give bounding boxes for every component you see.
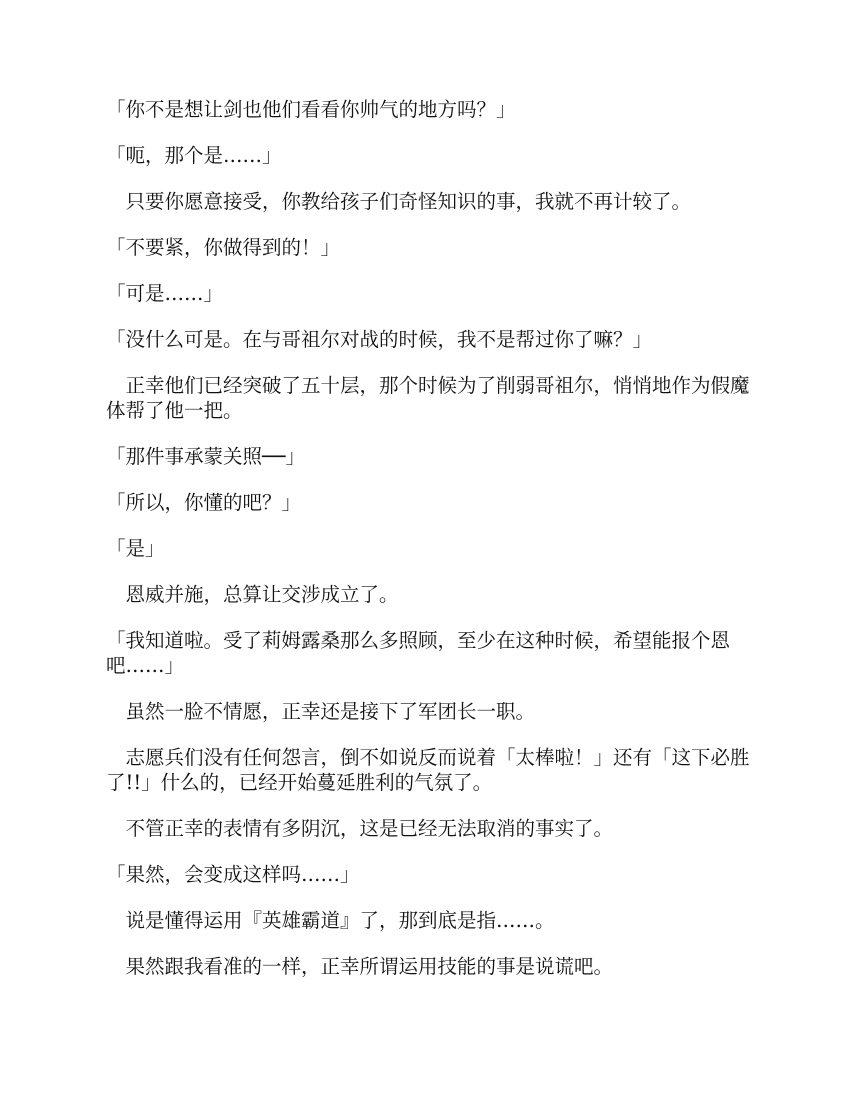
paragraph: 「我知道啦。受了莉姆露桑那么多照顾，至少在这种时候，希望能报个恩吧……」 [106, 629, 731, 677]
paragraph: 「果然，会变成这样吗……」 [106, 863, 360, 886]
paragraph: 虽然一脸不情愿，正幸还是接下了军团长一职。 [106, 700, 536, 723]
paragraph: 「那件事承蒙关照──」 [106, 445, 305, 468]
paragraph: 只要你愿意接受，你教给孩子们奇怪知识的事，我就不再计较了。 [106, 190, 692, 213]
paragraph: 「呃，那个是……」 [106, 144, 282, 167]
paragraph: 志愿兵们没有任何怨言，倒不如说反而说着「太棒啦！」还有「这下必胜了!!」什么的，已经开始蔓延胜利的气氛了。 [106, 746, 750, 794]
paragraph: 「你不是想让剑也他们看看你帅气的地方吗？」 [106, 98, 516, 121]
paragraph: 不管正幸的表情有多阴沉，这是已经无法取消的事实了。 [106, 817, 614, 840]
paragraph: 「是」 [106, 537, 165, 560]
document-page [106, 97, 754, 1000]
paragraph: 果然跟我看准的一样，正幸所谓运用技能的事是说谎吧。 [106, 955, 614, 978]
paragraph: 「可是……」 [106, 282, 224, 305]
paragraph: 正幸他们已经突破了五十层，那个时候为了削弱哥祖尔，悄悄地作为假魔体帮了他一把。 [106, 374, 750, 422]
paragraph: 「不要紧，你做得到的！」 [106, 236, 341, 259]
paragraph: 「没什么可是。在与哥祖尔对战的时候，我不是帮过你了嘛？」 [106, 328, 653, 351]
paragraph: 「所以，你懂的吧？」 [106, 491, 302, 514]
paragraph: 说是懂得运用『英雄霸道』了，那到底是指……。 [106, 909, 555, 932]
paragraph: 恩威并施，总算让交涉成立了。 [106, 583, 399, 606]
